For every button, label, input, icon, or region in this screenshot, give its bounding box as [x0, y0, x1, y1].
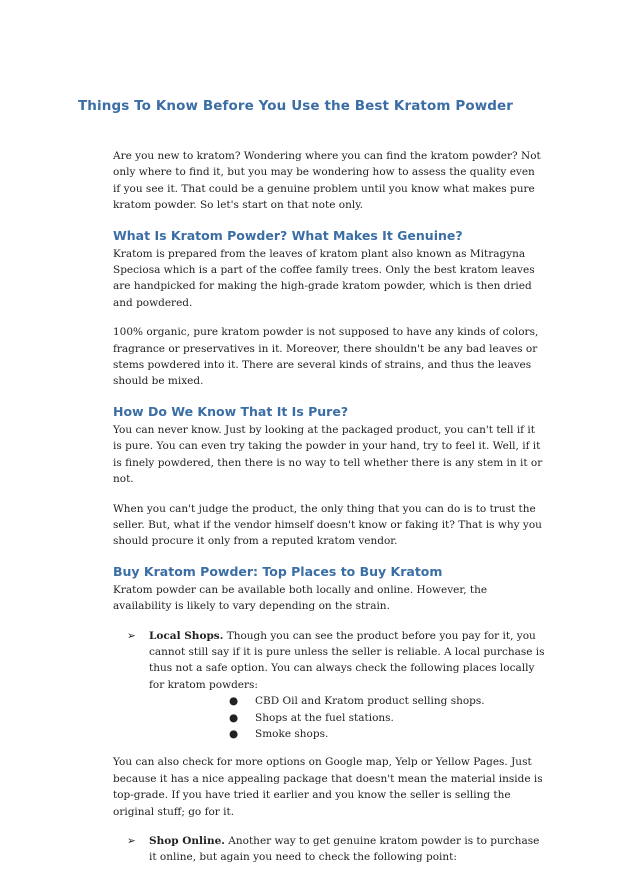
arrow-bullet-icon: ➢ — [127, 629, 136, 642]
document-title: Things To Know Before You Use the Best Kratom Powder — [78, 98, 514, 114]
section3-paragraph-1: Kratom powder can be available both locally and online. However, the availability is likely to vary depending on the strain. — [113, 583, 488, 613]
arrow-bullet-icon: ➢ — [127, 835, 136, 847]
intro-paragraph: Are you new to kratom? Wondering where you can find the kratom powder? Not only where to find it, but you may be wondering how to assess the quality even if you see it. That could be a genuine problem until you know what makes pure kratom powder. So let's start on that note only. — [113, 150, 541, 212]
section1-paragraph-1: Kratom is prepared from the leaves of kratom plant also known as Mitragyna Speciosa which is a part of the coffee family trees. Only the best kratom leaves are handpicked for making the high-grade kratom powder, which is then dried and powdered. — [113, 247, 535, 309]
bullet-icon: ● — [229, 727, 239, 740]
section-heading-how-pure: How Do We Know That It Is Pure? — [113, 403, 349, 419]
shop-online-text: Another way to get genuine kratom powder is to purchase it online, but again you need to check the following point: — [149, 835, 540, 864]
bullet-icon: ● — [229, 711, 239, 724]
list-item: ● Smoke shops. — [229, 726, 545, 742]
section2-paragraph-1: You can never know. Just by looking at the packaged product, you can't tell if it is pure. You can even try taking the powder in your hand, try to feel it. Well, if it is finely powdered, then there is no way to tell whether there is any stem in it or not. — [113, 423, 543, 486]
bullet-icon: ● — [229, 695, 239, 708]
local-shops-text: Though you can see the product before you pay for it, you cannot still say if it is pure unless the seller is reliable. A local purchase is thus not a safe option. You can always check the following places locally for kratom powders: — [149, 629, 545, 691]
shop-online-lead: Shop Online. — [149, 835, 225, 847]
section-heading-buy: Buy Kratom Powder: Top Places to Buy Kratom — [113, 563, 443, 579]
list-item: ● CBD Oil and Kratom product selling shops. — [229, 693, 545, 709]
local-shops-item — [113, 628, 545, 743]
list-item: ● Shops at the fuel stations. — [229, 710, 545, 726]
section-heading-what-is: What Is Kratom Powder? What Makes It Genuine? — [113, 227, 463, 243]
section3-paragraph-2: You can also check for more options on Google map, Yelp or Yellow Pages. Just because it has a nice appealing package that doesn't mean the material inside is top-grade. If you have tried it earlier and you know the seller is selling the original stuff; go for it. — [113, 756, 543, 818]
shop-online-item — [113, 833, 545, 866]
local-shops-lead: Local Shops. — [149, 629, 224, 642]
local-places-list — [149, 693, 545, 742]
document-body — [113, 148, 545, 878]
section1-paragraph-2: 100% organic, pure kratom powder is not supposed to have any kinds of colors, fragrance or preservatives in it. Moreover, there shouldn't be any bad leaves or stems powdered into it. There are several kinds of strains, and thus the leaves should be mixed. — [113, 326, 539, 388]
section2-paragraph-2: When you can't judge the product, the only thing that you can do is to trust the seller. But, what if the vendor himself doesn't know or faking it? That is why you should procure it only from a reputed kratom vendor. — [113, 502, 542, 548]
